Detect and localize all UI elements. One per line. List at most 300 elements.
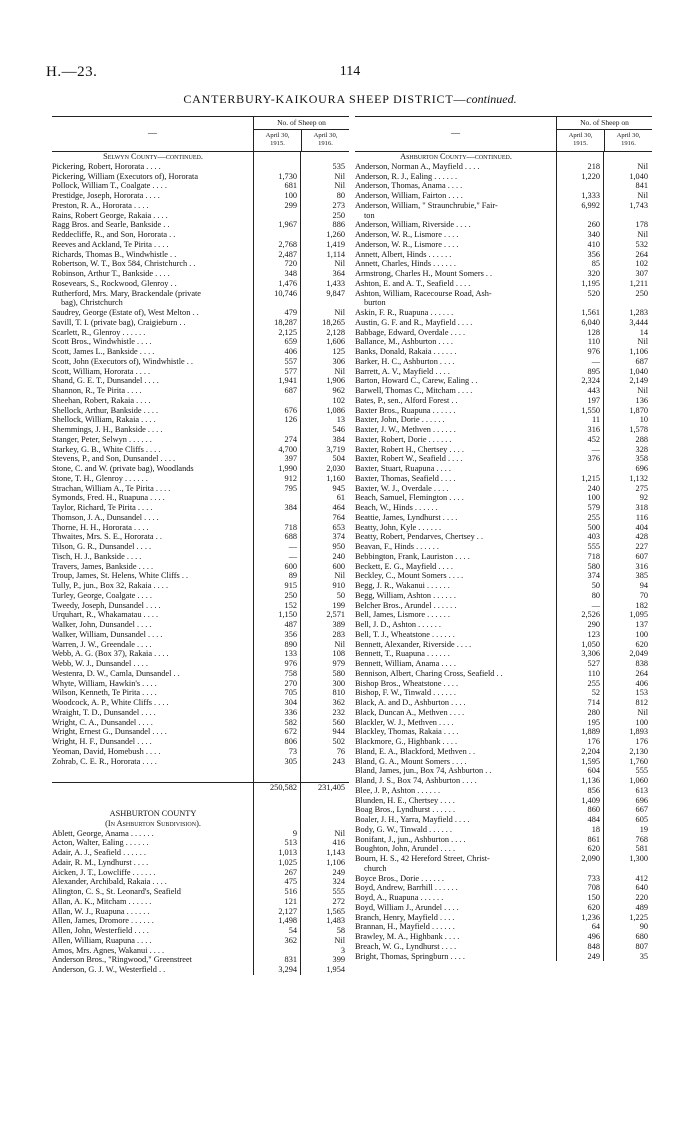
- sheep-1916: 306: [332, 356, 345, 366]
- table-row: [355, 454, 652, 464]
- owner-name: Ballance, M., Ashburton . . . .: [355, 337, 453, 347]
- sheep-1915: 1,550: [581, 405, 600, 415]
- sheep-1915: 11: [592, 415, 600, 425]
- sheep-1916: 92: [639, 493, 648, 503]
- sheep-1915: 274: [284, 434, 297, 444]
- sheep-1915: 1,013: [278, 848, 297, 857]
- owner-name: Barker, H. C., Ashburton . . . .: [355, 356, 455, 366]
- table-row: [355, 786, 652, 796]
- table-row: [355, 679, 652, 689]
- table-row: [52, 858, 349, 868]
- table-row: [52, 279, 349, 289]
- owner-name: Starkey, G. B., White Cliffs . . . .: [52, 444, 161, 454]
- owner-name: Alexander, Archibald, Rakaia . . . .: [52, 877, 167, 887]
- table-row: [52, 848, 349, 858]
- owner-name: Askin, F. R., Ruapuna . . . . . .: [355, 308, 454, 317]
- table-row: [52, 201, 349, 211]
- sheep-1915: 240: [587, 483, 600, 493]
- owner-name: Tilson, G. R., Dunsandel . . . .: [52, 542, 152, 551]
- sheep-1916: 264: [635, 668, 648, 678]
- sheep-1916: 2,149: [629, 376, 648, 386]
- sheep-1916: 300: [332, 678, 345, 688]
- owner-name: Warren, J. W., Greendale . . . .: [52, 639, 152, 649]
- sheep-1915: 280: [587, 707, 600, 717]
- table-row: [52, 640, 349, 650]
- sheep-1916: 2,049: [629, 649, 648, 659]
- sheep-1915: 121: [284, 896, 297, 906]
- sheep-1916: 1,433: [326, 278, 345, 288]
- table-row: [355, 386, 652, 396]
- owner-name: Bland, G. A., Mount Somers . . . .: [355, 756, 467, 766]
- owner-name: Baxter, J. W., Methven . . . . . .: [355, 425, 456, 434]
- table-row: [355, 747, 652, 757]
- sheep-1916: 273: [332, 200, 345, 210]
- owner-name: Turley, George, Coalgate . . . .: [52, 590, 152, 600]
- sheep-1915: 9: [292, 828, 297, 838]
- owner-name: Bishop Bros., Wheatstone . . . .: [355, 678, 459, 688]
- table-row: [52, 610, 349, 620]
- owner-name: Baxter, Thomas, Seafield . . . .: [355, 473, 456, 483]
- sheep-1916: 250: [332, 210, 345, 220]
- owner-name: Barrett, A. V., Mayfield . . . .: [355, 366, 450, 376]
- owner-name: Tully, P., jun., Box 32, Rakaia . . . .: [52, 581, 169, 590]
- sheep-1915: 527: [587, 659, 600, 668]
- table-row: [355, 396, 652, 406]
- table-row: [52, 698, 349, 708]
- owner-name: Anderson, Norman A., Mayfield . . . .: [355, 161, 480, 171]
- owner-name: Beavan, F., Hinds . . . . . .: [355, 542, 439, 551]
- table-row: [355, 718, 652, 728]
- owner-name: Blee, J. P., Ashton . . . . . .: [355, 785, 441, 795]
- owner-name: Boag Bros., Lyndhurst . . . . . .: [355, 805, 456, 815]
- sheep-1916: 199: [332, 600, 345, 610]
- table-row: [52, 936, 349, 946]
- table-row: [355, 893, 652, 903]
- owner-name: Alington, C. S., St. Leonard's, Seafield: [52, 887, 181, 896]
- sheep-1915: 861: [587, 834, 600, 844]
- sheep-1916: 3,444: [629, 317, 648, 327]
- sheep-1916: 464: [332, 503, 345, 512]
- owner-name: Sheehan, Robert, Rakaia . . . .: [52, 395, 151, 405]
- sheep-1916: Nil: [334, 171, 345, 181]
- table-row: [355, 191, 652, 201]
- sheep-1915: 555: [587, 542, 600, 551]
- row-continuation: [355, 211, 652, 221]
- table-row: [355, 220, 652, 230]
- owner-name: Strachan, William A., Te Pirita . . . .: [52, 483, 171, 493]
- section-heading: [52, 152, 349, 162]
- sheep-1916: 607: [635, 551, 648, 561]
- sheep-1915: 500: [587, 522, 600, 532]
- name-column-header: —: [451, 128, 460, 139]
- owner-name: Stevens, P., and Son, Dunsandel . . . .: [52, 454, 176, 464]
- table-row: [52, 259, 349, 269]
- table-row: [355, 835, 652, 845]
- sheep-1915: 2,526: [581, 610, 600, 620]
- sheep-1916: 1,143: [326, 848, 345, 857]
- owner-name: Robinson, Arthur T., Bankside . . . .: [52, 269, 170, 278]
- table-row: [355, 854, 652, 864]
- table-row: [355, 874, 652, 884]
- title-continued: continued.: [466, 92, 517, 106]
- sheep-1916: 416: [332, 838, 345, 848]
- owner-name: Beckett, E. G., Mayfield . . . .: [355, 561, 453, 571]
- sheep-1915: 356: [284, 629, 297, 639]
- table-row: [52, 415, 349, 425]
- sheep-1916: 324: [332, 877, 345, 887]
- sheep-1916: 979: [332, 659, 345, 668]
- owner-name: Walker, John, Dunsandel . . . .: [52, 620, 152, 629]
- sheep-1916: 841: [635, 181, 648, 191]
- sheep-1916: 399: [332, 955, 345, 965]
- owner-name: Shannon, R., Te Pirita . . . .: [52, 386, 142, 395]
- sheep-1915: 304: [284, 698, 297, 707]
- sheep-1915: 250,582: [270, 783, 297, 793]
- sheep-1915: 376: [587, 454, 600, 464]
- col-1915-header: April 30, 1915.: [265, 132, 290, 147]
- owner-name: Woodcock, A. P., White Cliffs . . . .: [52, 698, 169, 707]
- sheep-1915: 54: [288, 926, 297, 935]
- sheep-count-group-title: No. of Sheep on: [254, 117, 349, 130]
- sheep-1915: [254, 946, 301, 956]
- sheep-1915: [254, 230, 301, 240]
- owner-name: Bennett, T., Ruapuna . . . . . .: [355, 649, 450, 659]
- owner-name: Tisch, H. J., Bankside . . . .: [52, 551, 142, 561]
- owner-name: Branch, Henry, Mayfield . . . .: [355, 912, 455, 922]
- owner-name: Amos, Mrs. Agnes, Wakanui . . . .: [52, 945, 165, 955]
- sheep-1915: 718: [284, 522, 297, 532]
- sheep-1916: 1,283: [629, 308, 648, 317]
- sheep-1915: 4,700: [278, 444, 297, 454]
- table-row: [355, 484, 652, 494]
- table-row: [355, 698, 652, 708]
- owner-name: Bennett, William, Anama . . . .: [355, 659, 456, 668]
- table-row: [355, 406, 652, 416]
- sheep-1915: 89: [288, 571, 297, 581]
- sheep-1916: 249: [332, 867, 345, 877]
- sheep-1916: 275: [635, 483, 648, 493]
- sheep-1916: 362: [332, 698, 345, 707]
- sheep-1915: 270: [284, 678, 297, 688]
- sheep-1915: 1,333: [581, 191, 600, 200]
- sheep-1916: 364: [332, 269, 345, 278]
- sheep-1915: 1,476: [278, 278, 297, 288]
- sheep-1915: 410: [587, 239, 600, 249]
- owner-name: Scott, John (Executors of), Windwhistle . .: [52, 356, 194, 366]
- sheep-1916: 640: [635, 883, 648, 893]
- owner-name: Black, Duncan A., Methven . . . .: [355, 707, 465, 717]
- owner-name: Annett, Charles, Hinds . . . . . .: [355, 259, 456, 269]
- sheep-1915: 600: [284, 561, 297, 571]
- owner-name: Rutherford, Mrs. Mary, Brackendale (private: [52, 288, 201, 298]
- owner-name: Yeoman, David, Homebush . . . .: [52, 746, 161, 756]
- owner-name: Whyte, William, Hawkin's . . . .: [52, 678, 157, 688]
- sheep-1916: 613: [635, 785, 648, 795]
- sheep-1915: 195: [587, 717, 600, 727]
- sheep-1916: 1,106: [629, 347, 648, 356]
- sheep-1915: [557, 298, 604, 308]
- sheep-1915: —: [288, 542, 297, 551]
- owner-name: Taylor, Richard, Te Pirita . . . .: [52, 503, 153, 512]
- spacer: [52, 793, 349, 809]
- left-column-table: [52, 116, 349, 975]
- table-row: [52, 357, 349, 367]
- sheep-1916: [604, 298, 652, 308]
- sheep-1916: 1,040: [629, 171, 648, 181]
- owner-name: Barton, Howard C., Carew, Ealing . .: [355, 376, 478, 386]
- sheep-1915: 856: [587, 785, 600, 795]
- sheep-1916: 136: [635, 395, 648, 405]
- table-row: [52, 337, 349, 347]
- owner-name: Blackmore, G., Highbank . . . .: [355, 737, 458, 746]
- sheep-1915: 100: [587, 493, 600, 503]
- sheep-1915: 356: [587, 249, 600, 259]
- sheep-1916: 76: [336, 746, 345, 756]
- sheep-1916: Nil: [334, 639, 345, 649]
- table-row: [52, 484, 349, 494]
- table-row: [355, 640, 652, 650]
- sheep-1915: 484: [587, 815, 600, 824]
- sheep-1916: 137: [635, 620, 648, 629]
- table-row: [355, 630, 652, 640]
- table-row: [355, 503, 652, 513]
- sheep-1916: 696: [635, 464, 648, 473]
- sheep-1916: 1,906: [326, 376, 345, 386]
- sheep-1916: 18,265: [322, 317, 345, 327]
- sheep-1916: 385: [635, 571, 648, 581]
- owner-name: Allen, William, Ruapuna . . . .: [52, 935, 152, 945]
- sheep-1915: 1,498: [278, 916, 297, 926]
- owner-name: Shellock, Arthur, Bankside . . . .: [52, 405, 159, 415]
- owner-name: Baxter Bros., Ruapuna . . . . . .: [355, 405, 456, 415]
- col-1916-header: April 30, 1916.: [301, 130, 349, 151]
- owner-name: Preston, R. A., Hororata . . . .: [52, 200, 149, 210]
- sheep-1916: 2,128: [326, 327, 345, 337]
- owner-name: Baxter, Stuart, Ruapuna . . . .: [355, 464, 451, 473]
- table-row: [355, 552, 652, 562]
- sheep-1916: 600: [332, 561, 345, 571]
- sheep-1916: 1,160: [326, 473, 345, 483]
- sheep-1916: Nil: [637, 707, 648, 717]
- owner-name: Rosevears, S., Rockwood, Glenroy . .: [52, 278, 177, 288]
- sheep-1916: 272: [332, 896, 345, 906]
- sheep-1916: 1,040: [629, 366, 648, 376]
- owner-name: Baxter, John, Dorie . . . . . .: [355, 415, 445, 425]
- sheep-1915: 681: [284, 181, 297, 191]
- sheep-1915: 3,306: [581, 649, 600, 659]
- sheep-1915: 133: [284, 649, 297, 659]
- sheep-1915: 2,204: [581, 746, 600, 756]
- table-row: [355, 815, 652, 825]
- sheep-1915: [557, 181, 604, 191]
- table-header: [52, 116, 349, 152]
- column-rule: [603, 152, 604, 961]
- sheep-count-group-title: No. of Sheep on: [557, 117, 652, 130]
- table-row: [355, 844, 652, 854]
- table-row: [355, 688, 652, 698]
- sheep-1916: 1,106: [326, 857, 345, 867]
- sheep-1916: 838: [635, 659, 648, 668]
- sheep-1915: 1,730: [278, 171, 297, 181]
- page-number: 114: [339, 64, 361, 79]
- table-row: [52, 425, 349, 435]
- sheep-1916: Nil: [334, 181, 345, 191]
- table-row: [52, 659, 349, 669]
- sheep-1916: 605: [635, 815, 648, 824]
- sheep-1916: 1,260: [326, 230, 345, 239]
- sheep-1916: 384: [332, 434, 345, 444]
- owner-name: Blackley, Thomas, Rakaia . . . .: [355, 727, 459, 737]
- sheep-1915: 1,889: [581, 727, 600, 737]
- owner-name: Bennison, Albert, Charing Cross, Seafield . .: [355, 668, 503, 678]
- owner-name: Bates, P., sen., Alford Forest . .: [355, 395, 458, 405]
- sheep-1916: Nil: [334, 308, 345, 317]
- sheep-1915: [254, 493, 301, 503]
- sheep-1915: 340: [587, 230, 600, 239]
- sheep-1915: 1,595: [581, 756, 600, 766]
- table-row: [355, 337, 652, 347]
- owner-name: Ashburton County—continued.: [400, 152, 512, 161]
- left-table-body: [52, 152, 349, 975]
- table-row: [52, 376, 349, 386]
- sheep-1915: 1,050: [581, 639, 600, 649]
- sheep-1916: 768: [635, 834, 648, 844]
- table-row: [355, 942, 652, 952]
- column-rule: [253, 152, 254, 975]
- sheep-1916: 2,571: [326, 610, 345, 620]
- sheep-1916: 358: [635, 454, 648, 464]
- owner-name: Bell, T. J., Wheatstone . . . . . .: [355, 629, 455, 639]
- sheep-1915: 64: [591, 922, 600, 932]
- sheep-1916: 1,760: [629, 756, 648, 766]
- sheep-1915: 714: [587, 698, 600, 707]
- owner-name: Rains, Robert George, Rakaia . . . .: [52, 210, 168, 220]
- sheep-1916: 232: [332, 707, 345, 717]
- sheep-1916: 1,225: [629, 912, 648, 922]
- owner-name: Belcher Bros., Arundel . . . . . .: [355, 600, 457, 610]
- sheep-1915: 718: [587, 551, 600, 561]
- sheep-1916: 153: [635, 688, 648, 698]
- sheep-1916: 886: [332, 220, 345, 230]
- table-row: [355, 435, 652, 445]
- sheep-1916: 102: [635, 259, 648, 269]
- owner-name: Tweedy, Joseph, Dunsandel . . . .: [52, 600, 161, 610]
- owner-name: Allen, John, Westerfield . . . .: [52, 926, 149, 935]
- table-row: [355, 776, 652, 786]
- sheep-1915: 1,941: [278, 376, 297, 386]
- owner-name: Pickering, William (Executors of), Hororata: [52, 171, 199, 181]
- sheep-1916: 546: [332, 425, 345, 434]
- table-row: [52, 367, 349, 377]
- table-row: [52, 552, 349, 562]
- sheep-1915: 688: [284, 532, 297, 542]
- sheep-1916: 80: [336, 191, 345, 200]
- table-row: [52, 897, 349, 907]
- sheep-1915: [557, 864, 604, 874]
- owner-name: Wraight, T. D., Dunsandel . . . .: [52, 707, 156, 717]
- table-row: [52, 172, 349, 182]
- sheep-1915: 2,324: [581, 376, 600, 386]
- owner-name: Wright, Ernest G., Dunsandel . . . .: [52, 727, 167, 737]
- sheep-count-header: [253, 117, 349, 151]
- owner-name: Beatty, John, Kyle . . . . . .: [355, 522, 442, 532]
- sheep-1915: 150: [587, 893, 600, 902]
- sheep-1915: 152: [284, 600, 297, 610]
- owner-name: Beach, W., Hinds . . . . . .: [355, 503, 438, 512]
- owner-name: Zohrab, C. E. R., Hororata . . . .: [52, 756, 157, 766]
- sheep-1915: 976: [284, 659, 297, 668]
- column-rule: [556, 152, 557, 961]
- owner-name: Anderson, William, Fairton . . . .: [355, 191, 463, 200]
- sheep-1916: 35: [639, 951, 648, 961]
- sheep-1915: 758: [284, 668, 297, 678]
- owner-name: Beatty, Robert, Pendarves, Chertsey . .: [355, 532, 484, 542]
- table-row: [355, 805, 652, 815]
- sheep-1915: 403: [587, 532, 600, 542]
- sheep-1916: 100: [635, 717, 648, 727]
- owner-name: Anderson, W. R., Lismore . . . .: [355, 230, 459, 239]
- owner-name: Bishop, F. W., Tinwald . . . . . .: [355, 688, 456, 698]
- sheep-1915: 720: [284, 259, 297, 269]
- owner-name: Savill, T. I. (private bag), Craigieburn . .: [52, 317, 186, 327]
- sheep-1915: 557: [284, 356, 297, 366]
- owner-name: Bell, James, Lismore . . . . . .: [355, 610, 450, 620]
- sheep-1915: 299: [284, 200, 297, 210]
- sheep-1916: 90: [639, 922, 648, 932]
- sheep-1915: 50: [591, 581, 600, 590]
- row-continuation: [355, 864, 652, 874]
- owner-name: Shand, G. E. T., Dunsandel . . . .: [52, 376, 159, 386]
- owner-name: Reeves and Ackland, Te Pirita . . . .: [52, 239, 169, 249]
- sheep-1916: Nil: [637, 230, 648, 239]
- sheep-1915: 255: [587, 512, 600, 522]
- sheep-1915: 18: [591, 824, 600, 834]
- sheep-1916: 1,578: [629, 425, 648, 434]
- table-row: [355, 913, 652, 923]
- table-row: [355, 581, 652, 591]
- sheep-1915: 860: [587, 805, 600, 815]
- sheep-1915: 475: [284, 877, 297, 887]
- owner-name: Shellock, William, Rakaia . . . .: [52, 415, 156, 425]
- sheep-1916: 94: [639, 581, 648, 590]
- sheep-1916: 13: [336, 415, 345, 425]
- owner-name: Anderson, William, Riverside . . . .: [355, 220, 471, 230]
- owner-name: burton: [364, 298, 386, 308]
- owner-name: Allan, W. J., Ruapuna . . . . . .: [52, 906, 150, 916]
- sheep-1916: 125: [332, 347, 345, 356]
- sheep-1916: 667: [635, 805, 648, 815]
- table-row: [52, 513, 349, 523]
- owner-name: Body, G. W., Tinwald . . . . . .: [355, 824, 452, 834]
- sheep-1915: 1,025: [278, 857, 297, 867]
- table-row: [355, 542, 652, 552]
- sheep-1915: 10,746: [274, 288, 297, 298]
- sheep-1915: 52: [591, 688, 600, 698]
- owner-name: Scott Bros., Windwhistle . . . .: [52, 337, 152, 347]
- row-continuation: [52, 298, 349, 308]
- owner-name: Begg, J. R., Wakanui . . . . . .: [355, 581, 450, 590]
- sheep-1916: 50: [336, 590, 345, 600]
- sheep-1916: Nil: [334, 571, 345, 581]
- sheep-1915: [254, 298, 301, 308]
- owner-name: Webb, A. G. (Box 37), Rakaia . . . .: [52, 649, 169, 659]
- table-row: [52, 747, 349, 757]
- owner-name: [52, 783, 254, 793]
- owner-name: Walker, William, Dunsandel . . . .: [52, 629, 163, 639]
- sheep-1916: 1,086: [326, 405, 345, 415]
- spacer: [52, 766, 349, 782]
- sheep-1915: 128: [587, 327, 600, 337]
